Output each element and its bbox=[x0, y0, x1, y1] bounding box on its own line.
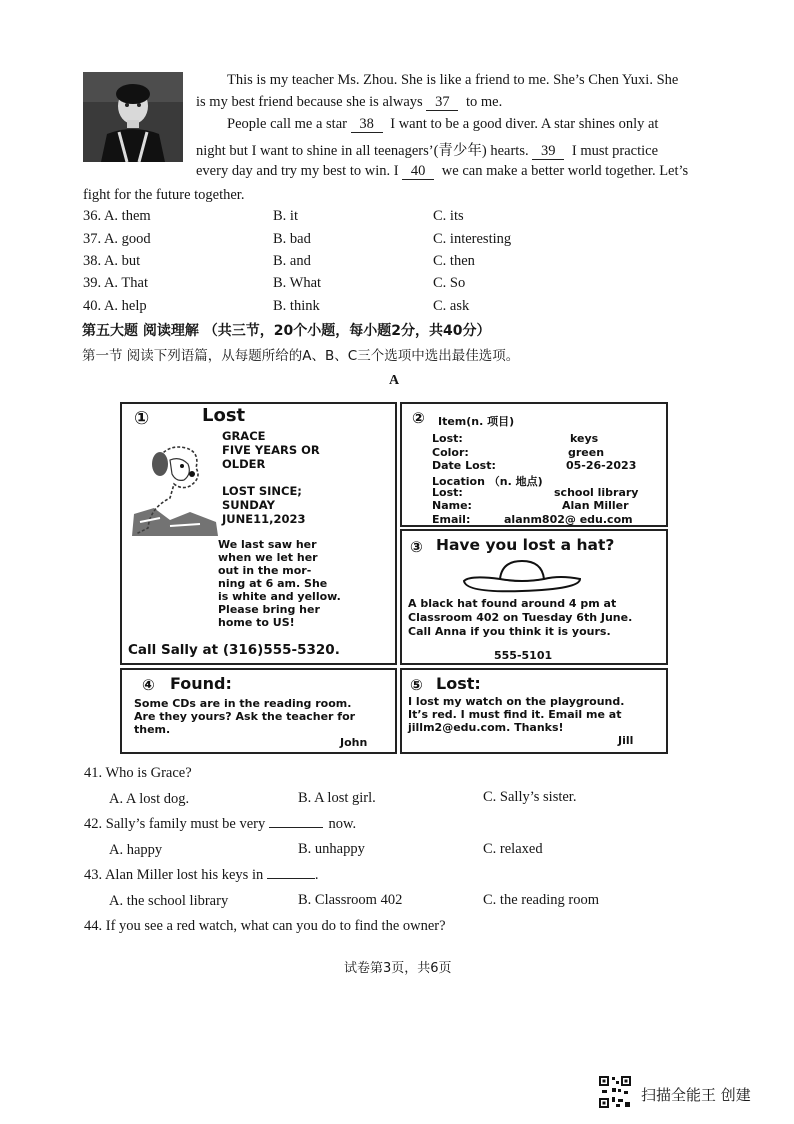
ad-number: ⑤ bbox=[410, 676, 423, 694]
option-a[interactable]: 39. A. That bbox=[83, 275, 148, 291]
option-c[interactable]: C. ask bbox=[433, 298, 470, 314]
ad-number: ④ bbox=[142, 676, 155, 694]
passage-line: every day and try my best to win. I 40 we can make a better world together. Let’s bbox=[196, 163, 689, 179]
ad-lost-watch bbox=[400, 668, 668, 754]
page-number: 试卷第3页，共6页 bbox=[344, 961, 452, 976]
option-b[interactable]: B. Classroom 402 bbox=[298, 892, 403, 908]
option-a[interactable]: 36. A. them bbox=[83, 208, 151, 224]
option-b[interactable]: B. and bbox=[273, 253, 311, 269]
cds-desc-line: Are they yours? Ask the teacher for bbox=[134, 710, 356, 723]
dog-desc-line: We last saw her bbox=[218, 538, 317, 551]
hat-desc-line: Classroom 402 on Tuesday 6th June. bbox=[408, 611, 633, 624]
item-value: Alan Miller bbox=[562, 499, 629, 512]
teacher-photo bbox=[83, 72, 183, 162]
item-label: Color: bbox=[432, 446, 469, 459]
option-c[interactable]: C. then bbox=[433, 253, 475, 269]
item-value: green bbox=[568, 446, 605, 459]
hat-icon bbox=[460, 557, 584, 597]
ad-lost-dog bbox=[120, 402, 397, 665]
signature: Jill bbox=[618, 734, 634, 747]
answer-blank[interactable] bbox=[267, 878, 315, 879]
item-label: Lost: bbox=[432, 432, 463, 445]
item-label: Lost: bbox=[432, 486, 463, 499]
passage-line: night but I want to shine in all teenagers’(青少年) hearts. 39 I must practice bbox=[196, 143, 659, 159]
blank-40[interactable]: 40 bbox=[402, 164, 434, 180]
watch-desc-line[interactable]: jillm2@edu.com. Thanks! bbox=[408, 721, 564, 734]
qr-code-icon bbox=[598, 1075, 632, 1109]
ad-lost-keys bbox=[400, 402, 668, 527]
option-b[interactable]: B. it bbox=[273, 208, 298, 224]
option-c[interactable]: C. the reading room bbox=[483, 892, 599, 908]
option-a[interactable]: A. the school library bbox=[109, 893, 229, 909]
dog-icon bbox=[130, 438, 222, 538]
option-c[interactable]: C. relaxed bbox=[483, 841, 543, 857]
dog-desc-line: ning at 6 am. She bbox=[218, 577, 328, 590]
blank-39[interactable]: 39 bbox=[532, 144, 564, 160]
watch-desc-line: I lost my watch on the playground. bbox=[408, 695, 625, 708]
item-label: Location （n. 地点) bbox=[432, 475, 543, 488]
hat-phone: 555-5101 bbox=[494, 649, 553, 662]
ad-title: Lost: bbox=[436, 674, 481, 693]
question-42: 42. Sally’s family must be very now. bbox=[84, 816, 357, 832]
hat-desc-line: A black hat found around 4 pm at bbox=[408, 597, 617, 610]
option-b[interactable]: B. unhappy bbox=[298, 841, 365, 857]
dog-name-line: OLDER bbox=[222, 457, 266, 471]
option-c[interactable]: C. its bbox=[433, 208, 464, 224]
ad-title: Have you lost a hat? bbox=[436, 536, 615, 554]
answer-blank[interactable] bbox=[269, 827, 323, 828]
call-sally: Call Sally at (316)555-5320. bbox=[128, 642, 340, 658]
dog-desc-line: Please bring her bbox=[218, 603, 320, 616]
lost-since-line: JUNE11,2023 bbox=[222, 512, 306, 526]
signature: John bbox=[340, 736, 368, 749]
dog-desc-line: when we let her bbox=[218, 551, 318, 564]
item-value: keys bbox=[570, 432, 599, 445]
passage-letter: A bbox=[389, 373, 400, 388]
item-value: 05-26-2023 bbox=[566, 459, 637, 472]
item-value: school library bbox=[554, 486, 639, 499]
dog-desc-line: out in the mor- bbox=[218, 564, 312, 577]
item-label: Name: bbox=[432, 499, 472, 512]
blank-38[interactable]: 38 bbox=[351, 117, 383, 133]
lost-since-line: SUNDAY bbox=[222, 498, 275, 512]
option-a[interactable]: A. A lost dog. bbox=[109, 791, 190, 807]
option-b[interactable]: B. bad bbox=[273, 231, 311, 247]
ad-found-cds bbox=[120, 668, 397, 754]
option-b[interactable]: B. A lost girl. bbox=[298, 790, 376, 806]
ad-title: Item(n. 项目) bbox=[438, 415, 515, 428]
ad-number: ② bbox=[412, 409, 425, 427]
dog-desc-line: is white and yellow. bbox=[218, 590, 341, 603]
option-a[interactable]: 37. A. good bbox=[83, 231, 151, 247]
ad-number: ③ bbox=[410, 538, 423, 556]
cds-desc-line: Some CDs are in the reading room. bbox=[134, 697, 352, 710]
passage-line: is my best friend because she is always 37 to me. bbox=[196, 94, 503, 110]
ad-title: Found: bbox=[170, 674, 232, 693]
passage-line: People call me a star 38 I want to be a good diver. A star shines only at bbox=[227, 116, 659, 132]
option-a[interactable]: 38. A. but bbox=[83, 253, 141, 269]
item-value[interactable]: alanm802@ edu.com bbox=[504, 513, 633, 526]
scanner-brand: 扫描全能王 创建 bbox=[641, 1086, 751, 1104]
dog-desc-line: home to US! bbox=[218, 616, 295, 629]
item-label: Date Lost: bbox=[432, 459, 496, 472]
ad-title: Lost bbox=[202, 405, 246, 426]
question-43: 43. Alan Miller lost his keys in . bbox=[84, 867, 319, 883]
ad-number: ① bbox=[134, 408, 150, 429]
dog-name-line: FIVE YEARS OR bbox=[222, 443, 320, 457]
option-c[interactable]: C. So bbox=[433, 275, 466, 291]
lost-since-line: LOST SINCE; bbox=[222, 484, 302, 498]
hat-desc-line: Call Anna if you think it is yours. bbox=[408, 625, 611, 638]
option-b[interactable]: B. think bbox=[273, 298, 320, 314]
option-a[interactable]: A. happy bbox=[109, 842, 163, 858]
section-instruction: 第一节 阅读下列语篇，从每题所给的A、B、C三个选项中选出最佳选项。 bbox=[82, 348, 520, 364]
item-label: Email: bbox=[432, 513, 471, 526]
dog-name-line: GRACE bbox=[222, 429, 266, 443]
option-a[interactable]: 40. A. help bbox=[83, 298, 147, 314]
section-title: 第五大题 阅读理解 （共三节，20个小题，每小题2分，共40分） bbox=[82, 323, 491, 339]
option-c[interactable]: C. Sally’s sister. bbox=[483, 789, 577, 805]
option-b[interactable]: B. What bbox=[273, 275, 322, 291]
question-44: 44. If you see a red watch, what can you do to find the owner? bbox=[84, 918, 446, 934]
option-c[interactable]: C. interesting bbox=[433, 231, 512, 247]
cds-desc-line: them. bbox=[134, 723, 171, 736]
ad-found-hat bbox=[400, 529, 668, 665]
question-41: 41. Who is Grace? bbox=[84, 765, 192, 781]
blank-37[interactable]: 37 bbox=[426, 95, 458, 111]
watch-desc-line: It’s red. I must find it. Email me at bbox=[408, 708, 622, 721]
passage-line: This is my teacher Ms. Zhou. She is like a friend to me. She’s Chen Yuxi. She bbox=[227, 72, 679, 88]
passage-line: fight for the future together. bbox=[83, 187, 245, 203]
